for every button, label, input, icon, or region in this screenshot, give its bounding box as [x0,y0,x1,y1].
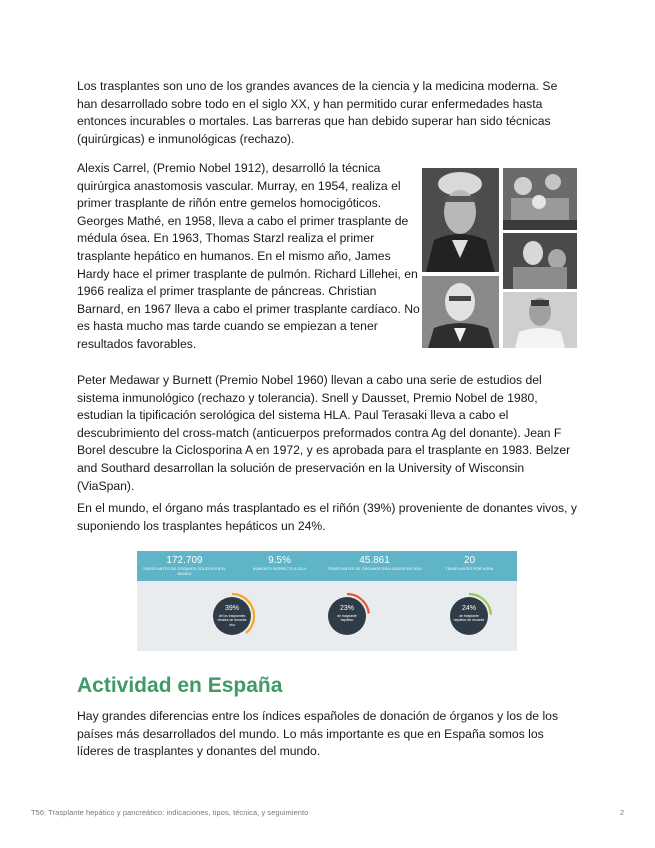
footer-title: T56: Trasplante hepático y pancreático: indicaciones, tipos, técnica, y seguimiento [31,808,309,817]
stat-total-transplants [137,555,232,577]
stat-caption: AUMENTO RESPECTO A 2014 [253,567,306,571]
gauge-liver-donor [444,591,494,641]
scientist-portrait-photo [422,276,499,348]
gauge-kidney [207,591,257,641]
section-heading: Actividad en España [77,674,283,697]
doctor-portrait-photo [503,292,577,348]
transplant-stats-infographic [137,551,517,651]
surgeon-portrait-photo [422,168,499,272]
operating-room-photo [503,168,577,230]
gauge-caption: de los trasplantes renales de donante vivo [217,614,247,627]
stat-value: 20 [463,555,476,566]
stat-increase [232,555,327,572]
stat-organs-2015 [327,555,422,572]
stat-value: 45.861 [359,555,390,566]
surgery-team-photo [503,233,577,289]
spain-paragraph: Hay grandes diferencias entre los índices españoles de donación de órganos y los de los países más desarrollados del mundo. Lo más importante es que en España somos los líderes de trasplantes y donantes del mundo. [77,709,559,759]
gauge-percent: 23% [339,605,354,612]
stat-caption: TRASPLANTES DE ÓRGANOS SÓLIDOS EN EL MUNDO [142,567,227,576]
stat-value: 172.709 [166,555,203,566]
surgical-history-paragraph: Alexis Carrel, (Premio Nobel 1912), desarrolló la técnica quirúrgica anastomosis vascular. Murray, en 1954, realiza el primer trasplante de riñón entre gemelos homocigóticos. Georges Mathé, en 1958, lleva a cabo el primer trasplante de médula ósea. En 1963, Thomas Starzl realiza el primer trasplante hepático en humanos. En el mismo año, James Hardy hace el primer trasplante de pulmón. Richard Lillehei, en 1966 realiza el primer trasplante de páncreas. Christian Barnard, en 1967 lleva a cabo el primer trasplante cardíaco. No es hasta mucho mas tarde cuando se empiezan a tener resultados favorables. [77,161,420,351]
immunology-history-paragraph: Peter Medawar y Burnett (Premio Nobel 1960) llevan a cabo una serie de estudios del sistema inmunológico (rechazo y tolerancia). Snell y Dausset, Premio Nobel de 1980, estudian la tipificación serológica del sistema HLA. Paul Terasaki lleva a cabo el descubrimiento del cross-match (anticuerpos preformados contra Ag del donante). Jean F Borel descubre la Ciclosporina A en 1972, y es aprobada para el trasplante en 1983. Belzer and Southard desarrollan la solución de preservación en la University of Wisconsin (ViaSpan). [77,373,571,493]
gauge-liver [322,591,372,641]
gauge-caption: de trasplante hepático [337,614,357,623]
gauge-caption: de trasplante hepático de donante [453,614,485,623]
world-stats-paragraph: En el mundo, el órgano más trasplantado es el riñón (39%) proveniente de donantes vivos, y suponiendo los trasplantes hepáticos un 24%. [77,501,577,533]
page-number: 2 [620,808,625,817]
stat-per-hour [422,555,517,572]
gauge-percent: 39% [224,605,239,612]
stat-caption: TRASPLANTES POR HORA [445,567,494,571]
gauge-percent: 24% [461,605,476,612]
stat-value: 9.5% [268,555,291,566]
stat-caption: TRASPLANTES DE ÓRGANOS REALIZADOS EN 2015 [327,567,422,571]
intro-paragraph: Los trasplantes son uno de los grandes avances de la ciencia y la medicina moderna. Se han desarrollado sobre todo en el siglo XX, y han permitido curar enfermedades hasta entonces incurables o mortales. Las barreras que han debido superar han sido técnicas (quirúrgicas) e inmunológicas (rechazo). [77,79,558,146]
